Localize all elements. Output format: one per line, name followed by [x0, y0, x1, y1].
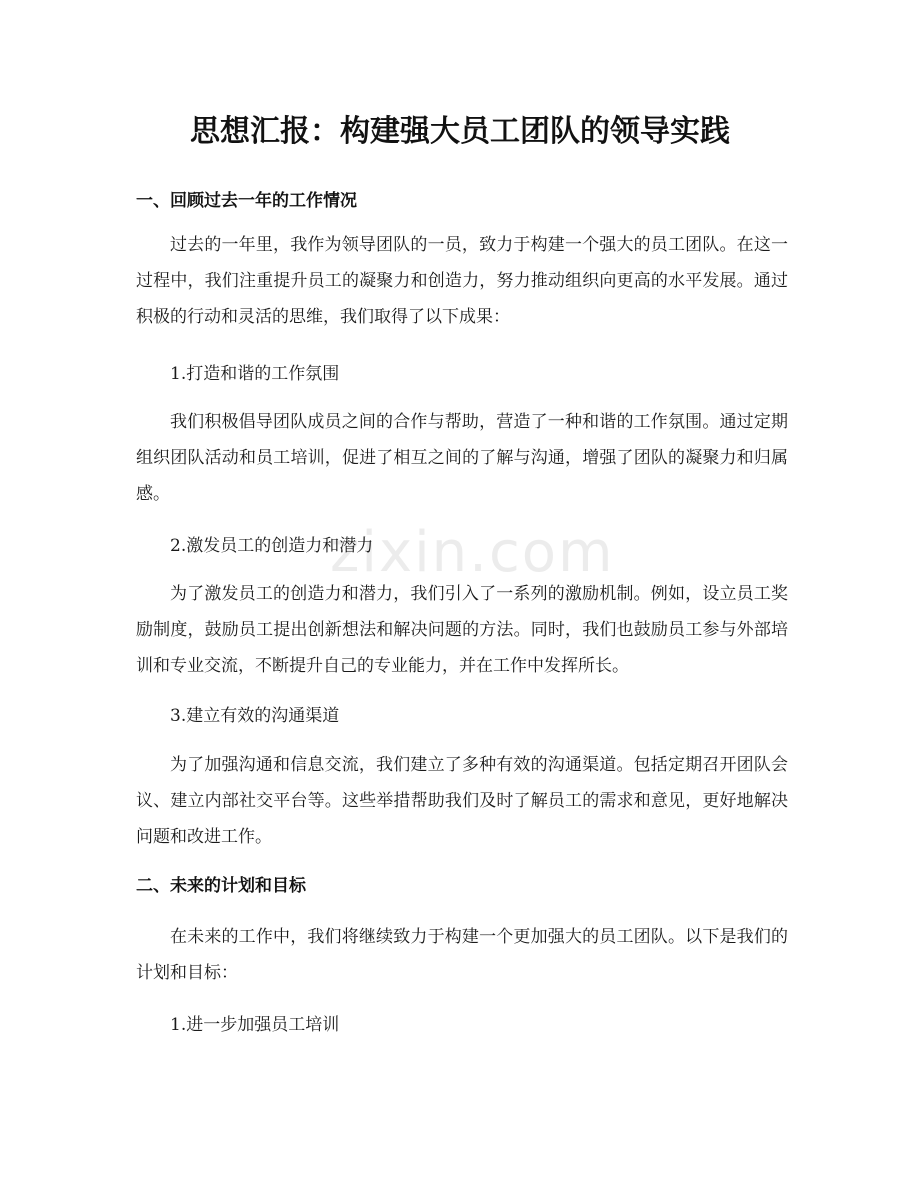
item-body-harmony: 我们积极倡导团队成员之间的合作与帮助，营造了一种和谐的工作氛围。通过定期组织团队活动和员工培训，促进了相互之间的了解与沟通，增强了团队的凝聚力和归属感。 — [136, 412, 788, 504]
section-heading-review: 一、回顾过去一年的工作情况 — [136, 191, 357, 211]
item-title-communication: 3.建立有效的沟通渠道 — [170, 706, 340, 726]
section-intro-plans: 在未来的工作中，我们将继续致力于构建一个更加强大的员工团队。以下是我们的计划和目标： — [136, 927, 788, 983]
item-title-training: 1.进一步加强员工培训 — [170, 1015, 340, 1035]
section-intro-review: 过去的一年里，我作为领导团队的一员，致力于构建一个强大的员工团队。在这一过程中，我们注重提升员工的凝聚力和创造力，努力推动组织向更高的水平发展。通过积极的行动和灵活的思维，我们取得了以下成果： — [136, 235, 788, 327]
item-title-creativity: 2.激发员工的创造力和潜力 — [170, 536, 374, 556]
item-title-harmony: 1.打造和谐的工作氛围 — [170, 364, 340, 384]
watermark: zixin.com — [330, 520, 615, 585]
section-heading-plans: 二、未来的计划和目标 — [136, 876, 306, 896]
item-body-creativity: 为了激发员工的创造力和潜力，我们引入了一系列的激励机制。例如，设立员工奖励制度，鼓励员工提出创新想法和解决问题的方法。同时，我们也鼓励员工参与外部培训和专业交流，不断提升自己的专业能力，并在工作中发挥所长。 — [136, 584, 788, 676]
item-body-communication: 为了加强沟通和信息交流，我们建立了多种有效的沟通渠道。包括定期召开团队会议、建立内部社交平台等。这些举措帮助我们及时了解员工的需求和意见，更好地解决问题和改进工作。 — [136, 755, 788, 847]
page-title: 思想汇报：构建强大员工团队的领导实践 — [190, 114, 730, 149]
